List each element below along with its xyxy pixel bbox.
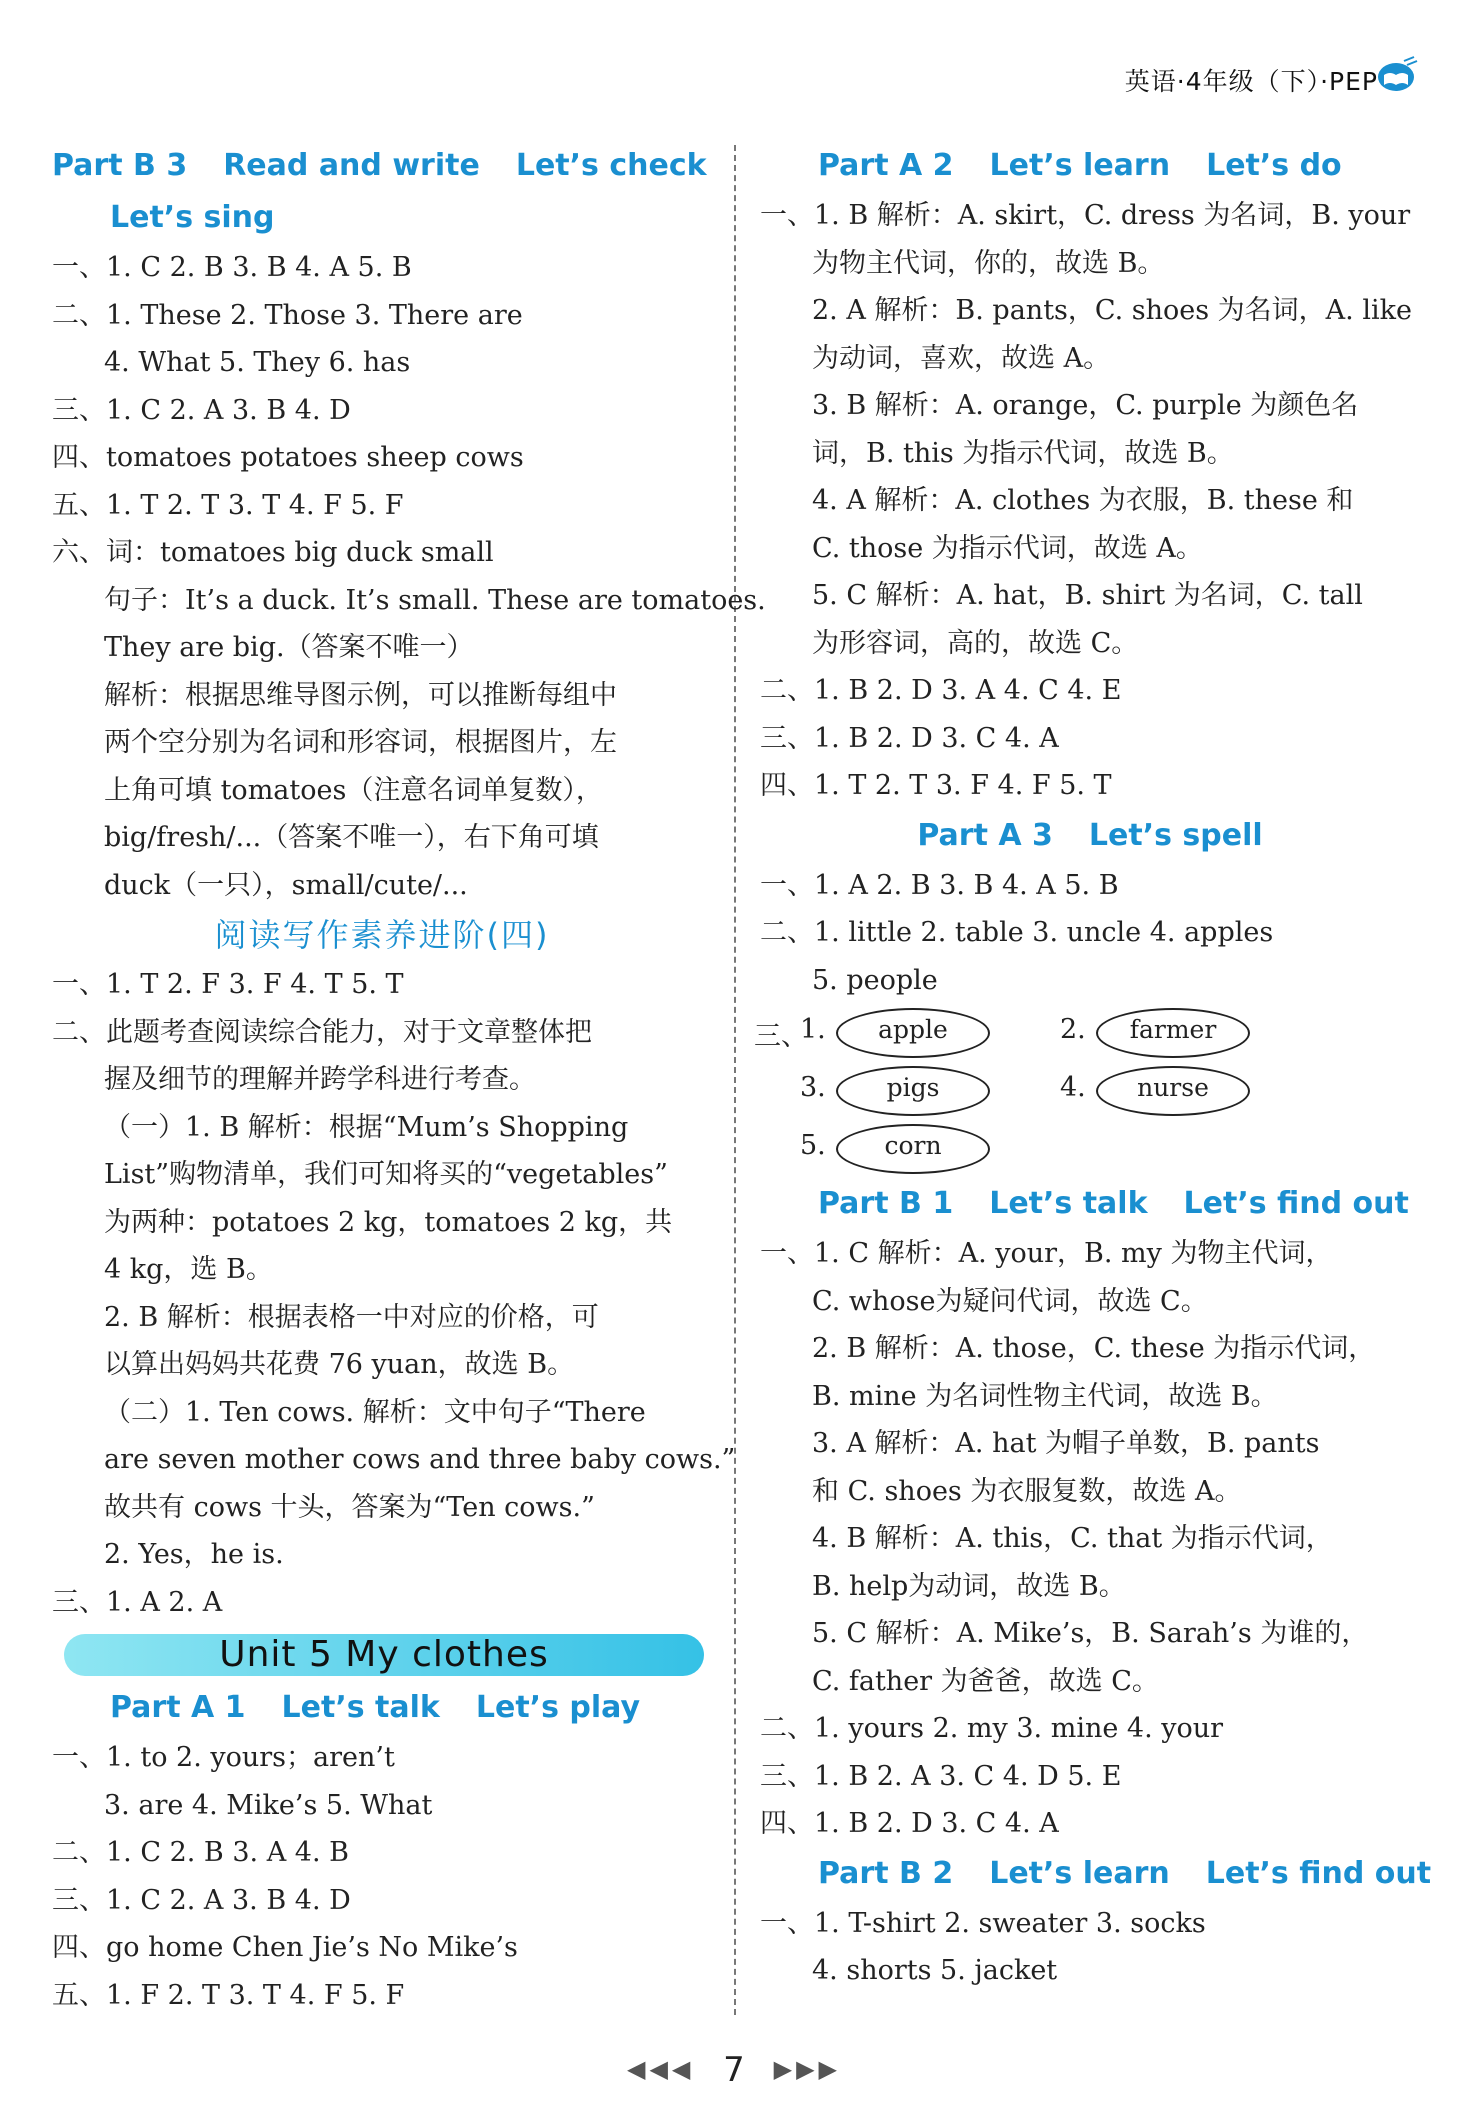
- answer-line: 3. B 解析：A. orange，C. purple 为颜色名: [812, 390, 1359, 421]
- section-heading-part: Let’s talk: [989, 1186, 1148, 1221]
- reading-writing-title: 阅读写作素养进阶(四): [214, 916, 550, 954]
- answer-line: 握及细节的理解并跨学科进行考查。: [104, 1064, 536, 1095]
- answer-line: C. whose为疑问代词，故选 C。: [812, 1285, 1208, 1317]
- prev-arrows-icon: ◀◀◀: [626, 2055, 695, 2083]
- circled-word: apple: [836, 1008, 990, 1058]
- page-footer: [0, 2050, 1468, 2090]
- answer-line: 为物主代词，你的，故选 B。: [812, 247, 1165, 279]
- item-number: 4.: [1060, 1072, 1086, 1103]
- answer-line: 四、1. T 2. T 3. F 4. F 5. T: [760, 770, 1112, 801]
- section-heading-part: Let’s find out: [1205, 1855, 1432, 1891]
- answer-line: 三、1. B 2. D 3. C 4. A: [760, 722, 1059, 754]
- next-arrows-icon: ▶▶▶: [773, 2055, 841, 2083]
- answer-line: 为两种：potatoes 2 kg，tomatoes 2 kg，共: [104, 1206, 673, 1238]
- section-heading-part: Read and write: [223, 148, 480, 183]
- answer-line: 三、1. A 2. A: [52, 1586, 223, 1618]
- answer-line: 一、1. T-shirt 2. sweater 3. socks: [760, 1907, 1206, 1939]
- answer-line: 五、1. F 2. T 3. T 4. F 5. F: [52, 1979, 405, 2011]
- page-number: 7: [723, 2050, 745, 2090]
- answer-line: 为动词，喜欢，故选 A。: [812, 342, 1111, 374]
- answer-line: 5. people: [812, 964, 938, 996]
- right-column: [754, 140, 1432, 1995]
- answer-line: C. those 为指示代词，故选 A。: [812, 532, 1203, 564]
- circled-words-answer: [754, 1004, 1420, 1178]
- answer-line: 三、1. C 2. A 3. B 4. D: [52, 1884, 351, 1916]
- answer-line: 一、1. C 2. B 3. B 4. A 5. B: [52, 252, 412, 283]
- answer-line: 词，B. this 为指示代词，故选 B。: [812, 437, 1234, 469]
- answer-line: 二、1. little 2. table 3. uncle 4. apples: [760, 917, 1274, 948]
- oval-row: [760, 1120, 1420, 1178]
- answer-line: 二、1. yours 2. my 3. mine 4. your: [760, 1713, 1224, 1744]
- section-heading-part: Let’s talk: [281, 1690, 440, 1725]
- section-heading: [760, 1848, 1432, 1900]
- answer-line: 二、1. B 2. D 3. A 4. C 4. E: [760, 675, 1122, 706]
- book-logo-icon: [1374, 55, 1418, 95]
- answer-line: 一、1. T 2. F 3. F 4. T 5. T: [52, 969, 404, 1000]
- answer-line: （二）1. Ten cows. 解析：文中句子“There: [104, 1396, 646, 1428]
- answer-line: 3. are 4. Mike’s 5. What: [104, 1789, 433, 1821]
- section-heading: [760, 140, 1420, 192]
- page-header: 英语·4年级（下）·PEP: [1124, 67, 1378, 96]
- section-heading-part: Part B 1: [818, 1186, 954, 1221]
- answer-line: 一、1. C 解析：A. your，B. my 为物主代词，: [760, 1238, 1333, 1269]
- section-heading: [52, 1682, 712, 1734]
- answer-line: are seven mother cows and three baby cows.”: [104, 1444, 736, 1475]
- circled-word: corn: [836, 1124, 990, 1174]
- left-column: [52, 140, 766, 2019]
- item-number: 3.: [800, 1072, 826, 1103]
- oval-row: [760, 1062, 1420, 1120]
- answer-line: 三、1. C 2. A 3. B 4. D: [52, 394, 351, 426]
- answer-line: 故共有 cows 十头，答案为“Ten cows.”: [104, 1491, 595, 1523]
- circled-word: pigs: [836, 1066, 990, 1116]
- answer-line: 4. shorts 5. jacket: [812, 1955, 1058, 1986]
- answer-line: big/fresh/...（答案不唯一），右下角可填: [104, 822, 599, 853]
- answer-line: List”购物清单，我们可知将买的“vegetables”: [104, 1159, 668, 1190]
- answer-line: 一、1. A 2. B 3. B 4. A 5. B: [760, 869, 1119, 901]
- answer-line: 2. B 解析：根据表格一中对应的价格，可: [104, 1301, 599, 1333]
- answer-line: 4. What 5. They 6. has: [104, 347, 411, 378]
- answer-line: B. mine 为名词性物主代词，故选 B。: [812, 1380, 1278, 1412]
- answer-line: C. father 为爸爸，故选 C。: [812, 1665, 1159, 1697]
- answer-line: 句子：It’s a duck. It’s small. These are tomatoes.: [104, 584, 766, 616]
- answer-line: 4. B 解析：A. this，C. that 为指示代词，: [812, 1523, 1333, 1554]
- item-number: 1.: [800, 1014, 826, 1045]
- answer-line: 三、1. B 2. A 3. C 4. D 5. E: [760, 1760, 1122, 1792]
- section-heading-part: Let’s find out: [1183, 1186, 1409, 1221]
- section-heading-part: Part A 1: [110, 1690, 246, 1725]
- answer-line: 一、1. B 解析：A. skirt，C. dress 为名词，B. your: [760, 200, 1411, 231]
- question-prefix: 三、: [754, 1021, 808, 1052]
- section-heading-part: Part B 3: [52, 148, 188, 183]
- section-heading-part: Part B 2: [818, 1855, 954, 1891]
- answer-line: 一、1. to 2. yours；aren’t: [52, 1742, 395, 1773]
- answer-line: B. help为动词，故选 B。: [812, 1570, 1126, 1602]
- unit-banner: Unit 5 My clothes: [64, 1634, 704, 1676]
- answer-line: 四、go home Chen Jie’s No Mike’s: [52, 1932, 518, 1963]
- section-heading-part: Part A 2: [818, 148, 954, 183]
- answer-line: They are big.（答案不唯一）: [104, 632, 474, 663]
- answer-line: 2. Yes，he is.: [104, 1539, 284, 1570]
- section-heading-part: Let’s do: [1206, 148, 1342, 183]
- answer-line: 5. C 解析：A. hat，B. shirt 为名词，C. tall: [812, 580, 1363, 611]
- answer-line: （一）1. B 解析：根据“Mum’s Shopping: [104, 1111, 629, 1143]
- section-heading-part: Let’s learn: [989, 148, 1171, 183]
- answer-line: 上角可填 tomatoes（注意名词单复数），: [104, 774, 603, 806]
- answer-line: 2. B 解析：A. those，C. these 为指示代词，: [812, 1333, 1376, 1364]
- section-heading: [52, 192, 712, 244]
- answer-line: 2. A 解析：B. pants，C. shoes 为名词，A. like: [812, 295, 1412, 326]
- answer-line: 以算出妈妈共花费 76 yuan，故选 B。: [104, 1349, 575, 1380]
- oval-row: [754, 1004, 1420, 1062]
- answer-line: 二、1. C 2. B 3. A 4. B: [52, 1837, 349, 1868]
- section-heading-part: Let’s sing: [110, 200, 275, 235]
- answer-line: 六、词：tomatoes big duck small: [52, 537, 494, 568]
- answer-line: 四、1. B 2. D 3. C 4. A: [760, 1808, 1059, 1839]
- answer-line: 二、1. These 2. Those 3. There are: [52, 299, 523, 331]
- item-number: 2.: [1060, 1014, 1086, 1045]
- item-number: 5.: [800, 1130, 826, 1161]
- section-heading-part: Let’s play: [475, 1690, 641, 1725]
- section-heading: [52, 140, 712, 192]
- section-heading-part: Let’s check: [515, 148, 707, 183]
- circled-word: farmer: [1096, 1008, 1250, 1058]
- section-heading-part: Let’s learn: [989, 1855, 1170, 1891]
- answer-line: 二、此题考查阅读综合能力，对于文章整体把: [52, 1016, 592, 1048]
- section-heading: [760, 810, 1420, 862]
- circled-word: nurse: [1096, 1066, 1250, 1116]
- answer-line: 5. C 解析：A. Mike’s，B. Sarah’s 为谁的，: [812, 1618, 1369, 1649]
- section-heading-part: Let’s spell: [1088, 817, 1263, 853]
- column-divider: [734, 145, 736, 2015]
- answer-line: 和 C. shoes 为衣服复数，故选 A。: [812, 1475, 1242, 1507]
- answer-line: 四、tomatoes potatoes sheep cows: [52, 442, 524, 473]
- answer-line: 3. A 解析：A. hat 为帽子单数，B. pants: [812, 1428, 1320, 1459]
- answer-line: 4 kg，选 B。: [104, 1254, 273, 1285]
- answer-line: duck（一只），small/cute/...: [104, 869, 468, 901]
- section-heading-part: Part A 3: [917, 817, 1053, 853]
- answer-line: 为形容词，高的，故选 C。: [812, 627, 1139, 659]
- answer-line: 五、1. T 2. T 3. T 4. F 5. F: [52, 489, 404, 521]
- section-heading: [760, 1178, 1420, 1230]
- answer-line: 4. A 解析：A. clothes 为衣服，B. these 和: [812, 485, 1354, 516]
- answer-line: 解析：根据思维导图示例，可以推断每组中: [104, 679, 617, 711]
- answer-line: 两个空分别为名词和形容词，根据图片，左: [104, 727, 617, 758]
